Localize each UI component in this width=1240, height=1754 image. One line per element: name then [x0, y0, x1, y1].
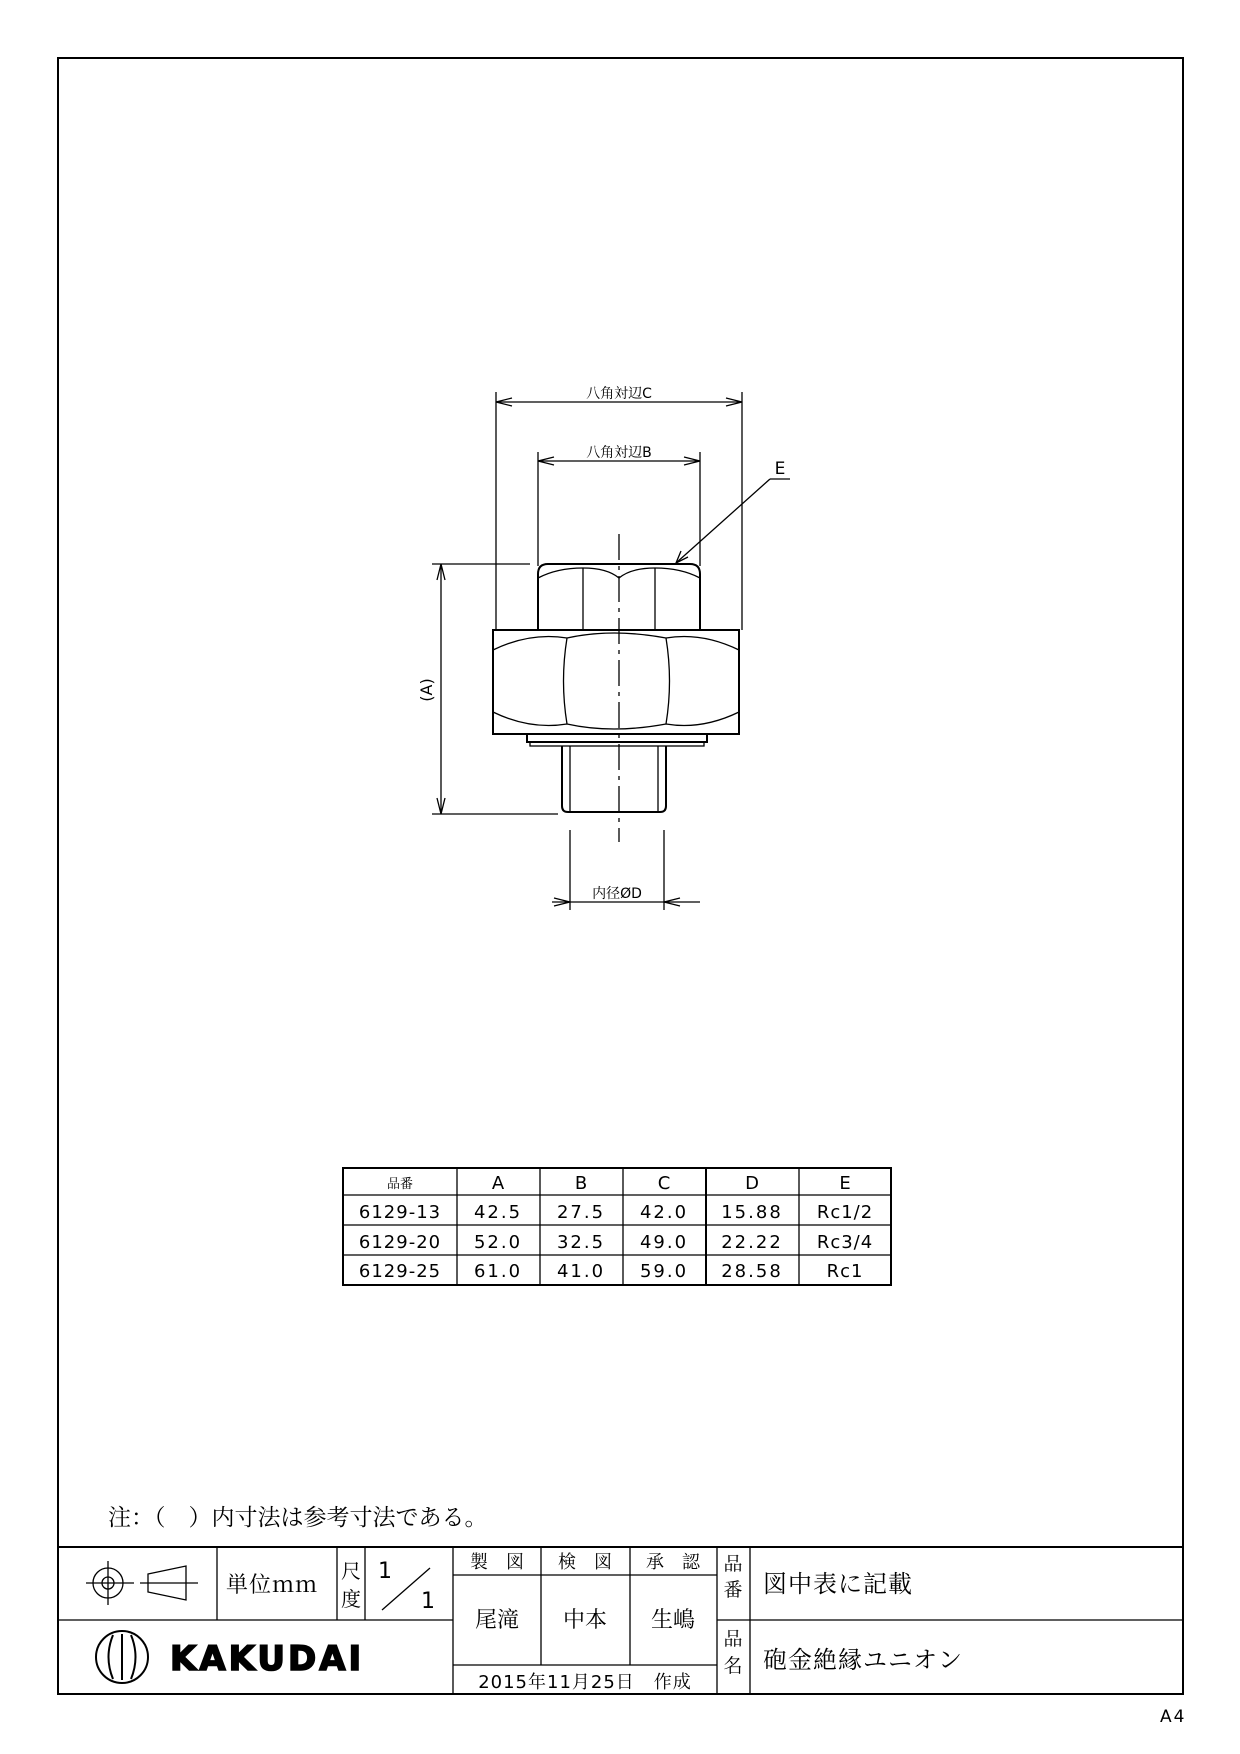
table-header: A [491, 1173, 505, 1194]
table-cell: 61.0 [473, 1261, 523, 1282]
reference-note: 注：（ ）内寸法は参考寸法である。 [108, 1505, 488, 1531]
approved-by-name: 生嶋 [650, 1608, 696, 1633]
sheet-border [58, 58, 1183, 1694]
part-number-label: 品 [723, 1553, 743, 1575]
table-cell: 42.5 [473, 1202, 523, 1223]
table-cell: 32.5 [556, 1232, 606, 1253]
table-header: 品番 [386, 1177, 414, 1192]
dim-e-label: E [774, 459, 786, 479]
scale-numerator: 1 [378, 1559, 392, 1584]
part-name-label: 品 [723, 1628, 743, 1650]
approved-label: 承 認 [646, 1552, 700, 1573]
company-logo-text: KAKUDAI [170, 1639, 365, 1679]
third-angle-projection-icon [86, 1561, 198, 1605]
dim-a-label: (A) [417, 678, 436, 702]
table-cell: 52.0 [473, 1232, 523, 1253]
union-drawing [417, 386, 790, 910]
creation-date: 2015年11月25日 作成 [478, 1672, 692, 1693]
part-name-value: 砲金絶縁ユニオン [763, 1646, 963, 1674]
table-cell: Rc3/4 [816, 1232, 874, 1253]
unit-label: 単位ｍｍ [226, 1573, 319, 1598]
title-block [58, 1547, 1183, 1694]
table-cell: 49.0 [639, 1232, 689, 1253]
table-cell: 28.58 [721, 1261, 783, 1282]
table-header: B [574, 1173, 588, 1194]
table-header: C [657, 1173, 671, 1194]
table-cell: Rc1 [826, 1261, 864, 1282]
table-cell: 42.0 [639, 1202, 689, 1223]
part-number-value: 図中表に記載 [763, 1570, 913, 1598]
part-name-label: 名 [723, 1655, 743, 1677]
kakudai-logo-icon [96, 1631, 148, 1683]
dim-b-label: 八角対辺B [586, 445, 652, 461]
part-number-label: 番 [723, 1579, 743, 1601]
table-cell: 41.0 [556, 1261, 606, 1282]
dimension-table [343, 1168, 891, 1285]
table-cell: 59.0 [639, 1261, 689, 1282]
table-cell: 6129-20 [358, 1232, 442, 1253]
dim-d-label: 内径ØD [592, 886, 642, 902]
table-header: D [745, 1173, 759, 1194]
drawn-by-name: 尾滝 [474, 1608, 520, 1633]
paper-size-label: A4 [1160, 1707, 1187, 1727]
table-cell: 27.5 [556, 1202, 606, 1223]
drawn-label: 製 図 [470, 1552, 524, 1573]
checked-by-name: 中本 [562, 1608, 608, 1633]
dim-c-label: 八角対辺C [586, 386, 652, 402]
table-cell: 15.88 [721, 1202, 783, 1223]
scale-label: 尺 [341, 1559, 361, 1583]
table-cell: 6129-13 [358, 1202, 442, 1223]
table-cell: Rc1/2 [816, 1202, 874, 1223]
table-cell: 22.22 [721, 1232, 783, 1253]
checked-label: 検 図 [558, 1552, 612, 1573]
table-cell: 6129-25 [358, 1261, 442, 1282]
table-header: E [839, 1173, 851, 1194]
scale-denominator: 1 [421, 1589, 435, 1614]
scale-label: 度 [341, 1587, 361, 1611]
